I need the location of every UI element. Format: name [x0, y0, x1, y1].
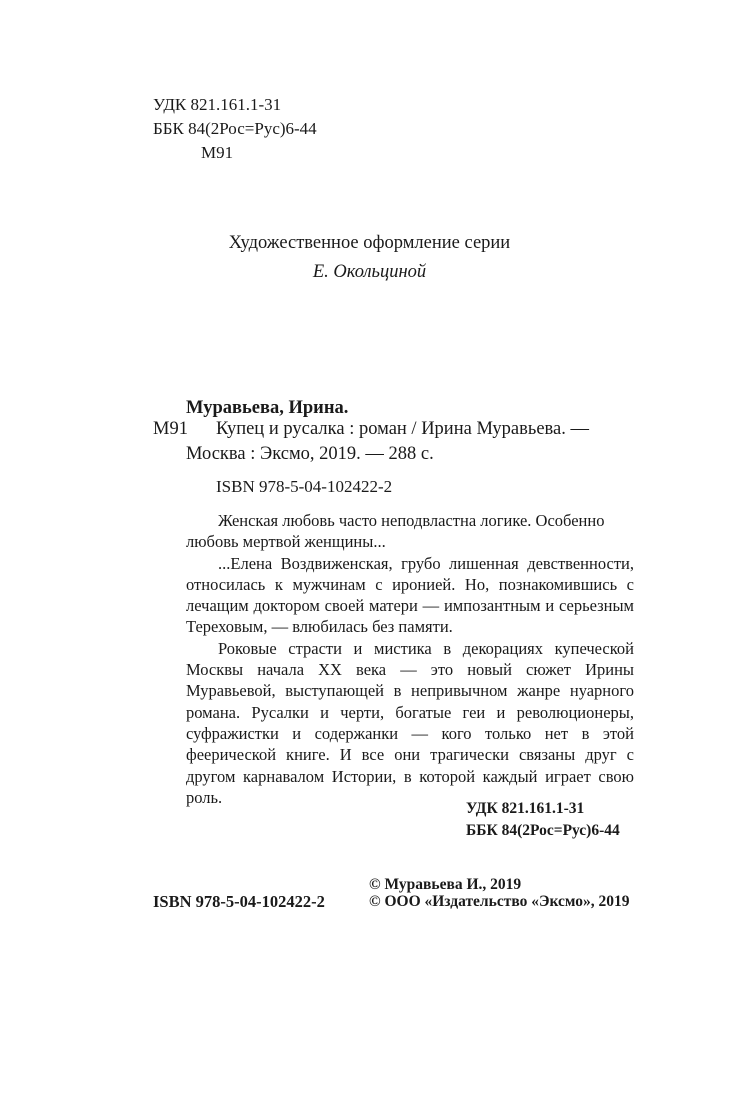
header-author-mark: М91: [201, 143, 234, 162]
copyright-publisher: © ООО «Издательство «Эксмо», 2019: [369, 893, 630, 910]
annotation-paragraph-3: Роковые страсти и мистика в декорациях купеческой Москвы начала XX века — это новый сюжет Ирины Муравьевой, выступающей в непривычном жанре нуарного романа. Русалки и черти, богатые геи и революционеры, суфражистки и содержанки — кого только нет в этой феерической книге. И все они трагически связаны друг с другом карнавалом Истории, в которой каждый играет свою роль.: [186, 638, 634, 807]
classification-bbk: ББК 84(2Рос=Рус)6-44: [466, 822, 620, 839]
credit-line: Художественное оформление серии: [228, 233, 511, 253]
annotation-paragraph-1: Женская любовь часто неподвластна логике. Особенно: [218, 511, 605, 530]
copyright-author: © Муравьева И., 2019: [369, 876, 522, 893]
classification-udk: УДК 821.161.1-31: [466, 800, 585, 817]
annotation-paragraph-2: ...Елена Воздвиженская, грубо лишенная девственности, относилась к мужчинам с иронией. Но, познакомившись с лечащим доктором своей матери — импозантным и серьезным Тереховым, — влюбилась без памяти.: [186, 553, 634, 637]
credit-designer: Е. Окольциной: [312, 262, 427, 282]
bib-title-line: Купец и русалка : роман / Ирина Муравьева. —: [216, 419, 589, 439]
bib-mark: М91: [153, 419, 188, 439]
bib-isbn: ISBN 978-5-04-102422-2: [216, 477, 393, 496]
header-bbk: ББК 84(2Рос=Рус)6-44: [153, 119, 317, 138]
annotation: [186, 510, 634, 808]
bib-imprint-line: Москва : Эксмо, 2019. — 288 с.: [186, 444, 434, 464]
bib-author: Муравьева, Ирина.: [186, 398, 349, 418]
copyright-isbn: ISBN 978-5-04-102422-2: [153, 892, 325, 911]
annotation-paragraph-1-cont: любовь мертвой женщины...: [186, 532, 386, 552]
header-udk: УДК 821.161.1-31: [153, 95, 282, 114]
